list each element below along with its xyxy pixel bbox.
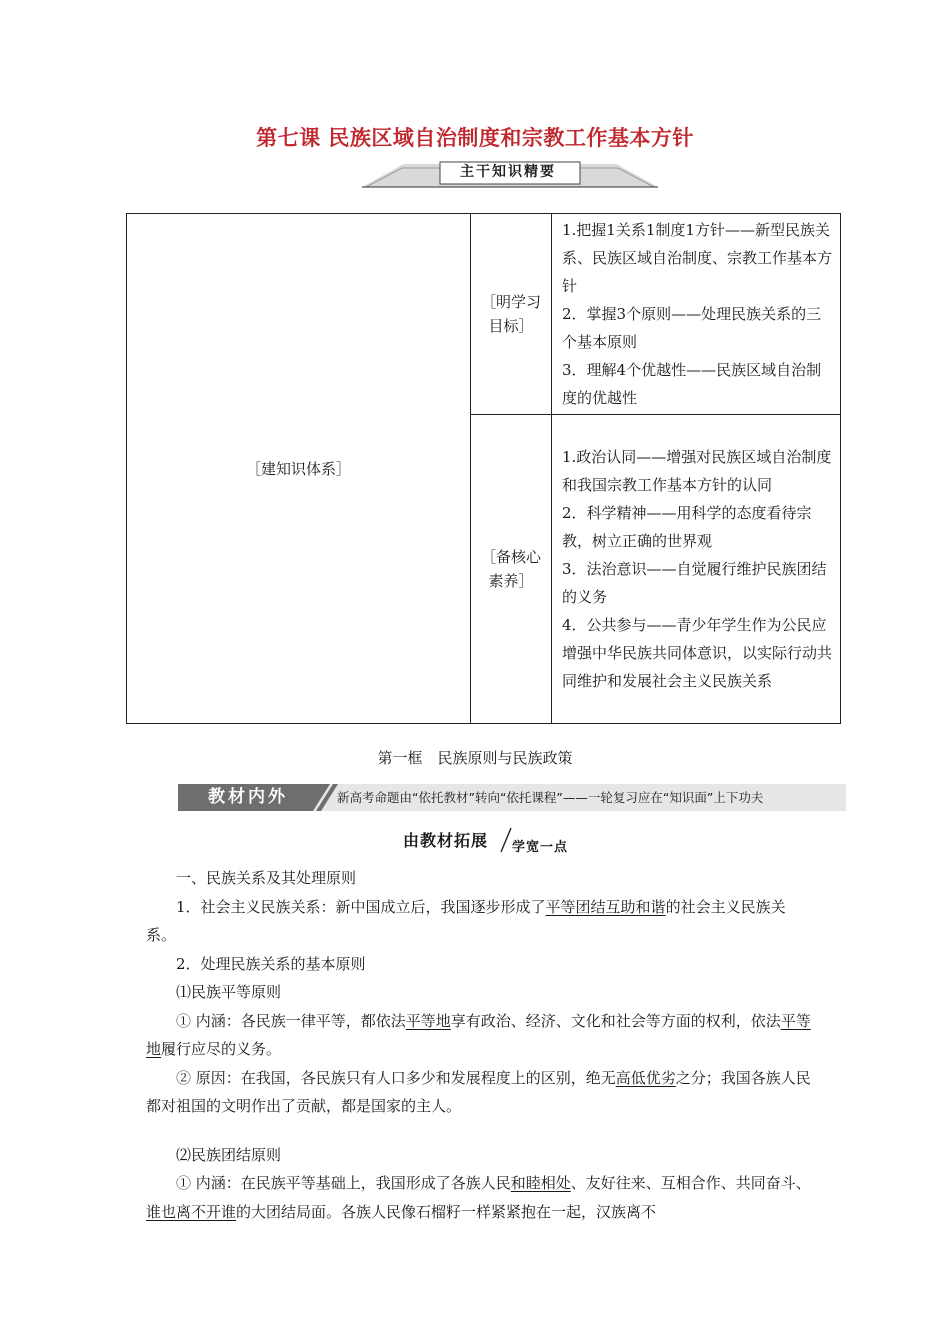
key-term: 谁也离不开谁 [146,1202,237,1221]
list-item: 4．公共参与——青少年学生作为公民应增强中华民族共同体意识，以实际行动共同维护和发展社会主义民族关系 [562,616,833,690]
spacer [146,1121,814,1141]
slash-divider [499,826,513,854]
paragraph: ② 原因：在我国，各民族只有人口多少和发展程度上的区别，绝无高低优劣之分；我国各族人民都对祖国的文明作出了贡献，都是国家的主人。 [146,1068,811,1115]
section-subheading: 第一框 民族原则与民族政策 [377,749,573,767]
core-literacy-content [552,415,841,724]
knowledge-overview-table [126,213,841,724]
heading-principles: 2．处理民族关系的基本原则 [176,954,366,973]
list-item: 2．掌握3个原则——处理民族关系的三个基本原则 [562,305,822,351]
heading-unity: ⑵民族团结原则 [176,1145,282,1164]
key-term: 平等团结互助和谐 [545,897,666,916]
learning-goals-content [552,214,841,415]
knowledge-system-label: ［建知识体系］ [127,214,471,724]
core-literacy-label: ［备核心素养］ [471,415,552,724]
section-subtitle: 学宽一点 [512,840,569,855]
key-term: 高低优劣 [615,1068,676,1087]
banner-label: 主干知识精要 [460,164,556,180]
list-item: 3．法治意识——自觉履行维护民族团结的义务 [562,560,827,606]
paragraph: ① 内涵：各民族一律平等，都依法平等地享有政治、经济、文化和社会等方面的权利，依法平等地履行应尽的义务。 [146,1011,811,1058]
list-item: 3．理解4个优越性——民族区域自治制度的优越性 [562,361,822,407]
heading-relations: 一、民族关系及其处理原则 [176,869,357,887]
key-term: 平等地 [405,1011,451,1030]
learning-goals-label: ［明学习目标］ [471,214,552,415]
list-item: 1.政治认同——增强对民族区域自治制度和我国宗教工作基本方针的认同 [562,448,832,494]
section-title: 由教材拓展 [403,831,489,850]
key-term: 和睦相处 [510,1174,571,1192]
body-content [146,864,814,1226]
lesson-title: 第七课 民族区域自治制度和宗教工作基本方针 [256,126,694,150]
table-row [127,214,841,415]
section-bar-label: 教材内外 [208,787,288,807]
section-bar-text: 新高考命题由“依托教材”转向“依托课程”——一轮复习应在“知识面”上下功夫 [337,790,764,805]
heading-equality: ⑴民族平等原则 [176,983,282,1001]
paragraph: 1．社会主义民族关系：新中国成立后，我国逐步形成了平等团结互助和谐的社会主义民族关系。 [146,897,786,944]
list-item: 1.把握1关系1制度1方针——新型民族关系、民族区域自治制度、宗教工作基本方针 [562,221,833,295]
key-term: 平等地 [146,1011,811,1058]
list-item: 2．科学精神——用科学的态度看待宗教，树立正确的世界观 [562,504,812,550]
paragraph: ① 内涵：在民族平等基础上，我国形成了各族人民和睦相处、友好往来、互相合作、共同奋斗、谁也离不开谁的大团结局面。各族人民像石榴籽一样紧紧抱在一起，汉族离不 [146,1174,811,1221]
